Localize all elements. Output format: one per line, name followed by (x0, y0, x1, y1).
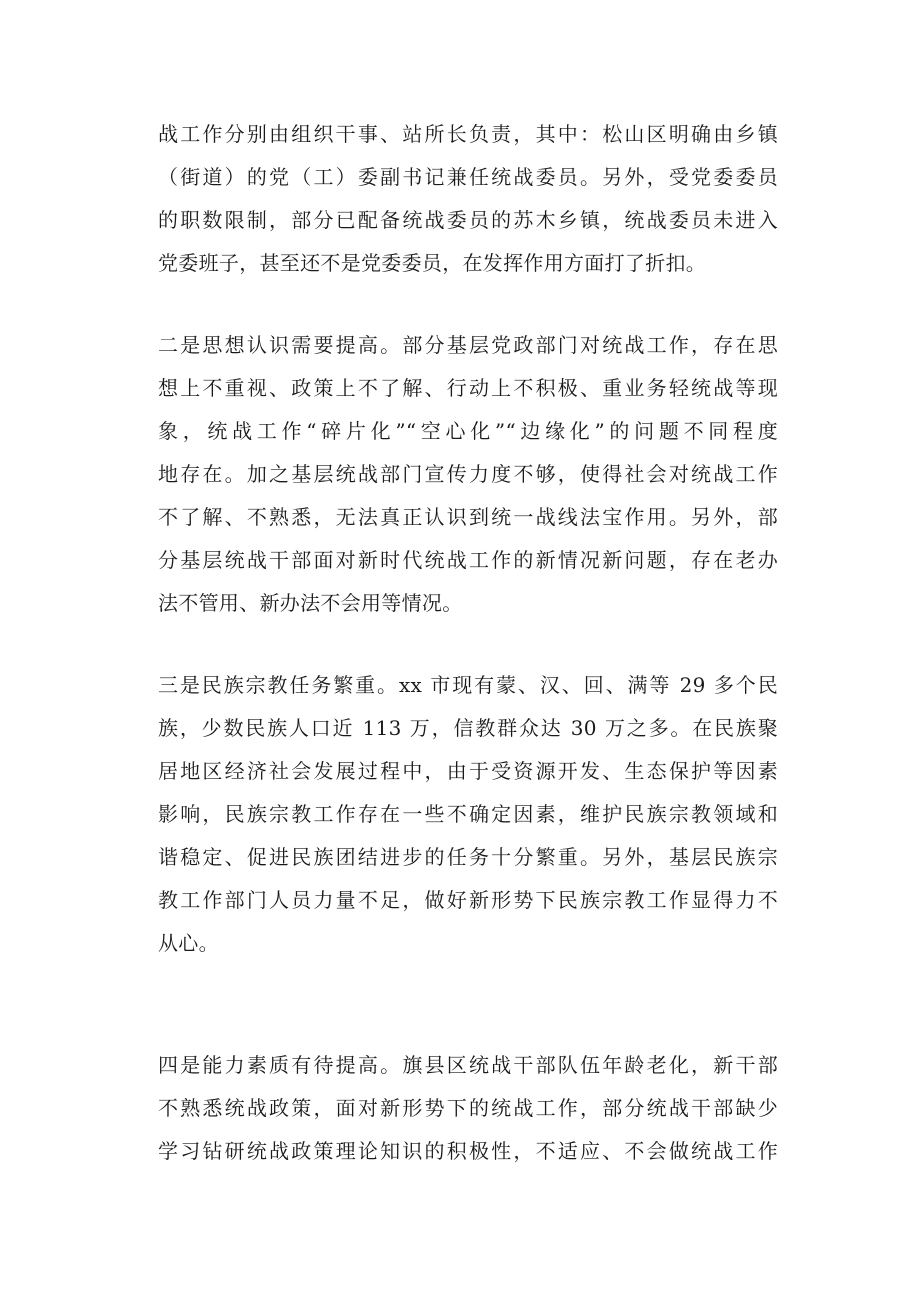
paragraph-organization (158, 113, 778, 285)
text-line: 从心。 (158, 931, 219, 955)
text-line: （街道）的党（工）委副书记兼任统战委员。另外，受党委委员 (158, 165, 778, 189)
text-line: 地存在。加之基层统战部门宣传力度不够，使得社会对统战工作 (158, 462, 778, 486)
text-line: 谐稳定、促进民族团结进步的任务十分繁重。另外，基层民族宗 (158, 845, 778, 869)
text-line: 四是能力素质有待提高。旗县区统战干部队伍年龄老化，新干部 (158, 1053, 778, 1077)
text-line: 党委班子，甚至还不是党委委员，在发挥作用方面打了折扣。 (158, 251, 707, 275)
paragraph-capability (158, 1044, 778, 1173)
text-line: 分基层统战干部面对新时代统战工作的新情况新问题，存在老办 (158, 548, 778, 572)
text-line: 象，统战工作“碎片化”“空心化”“边缘化”的问题不同程度 (158, 419, 778, 443)
text-line: 的职数限制，部分已配备统战委员的苏木乡镇，统战委员未进入 (158, 208, 778, 232)
text-line: 法不管用、新办法不会用等情况。 (158, 591, 463, 615)
text-line: 想上不重视、政策上不了解、行动上不积极、重业务轻统战等现 (158, 376, 778, 400)
text-line: 不熟悉统战政策，面对新形势下的统战工作，部分统战干部缺少 (158, 1096, 778, 1120)
text-line: 族，少数民族人口近 113 万，信教群众达 30 万之多。在民族聚 (158, 716, 778, 740)
text-line: 不了解、不熟悉，无法真正认识到统一战线法宝作用。另外，部 (158, 505, 778, 529)
text-line: 教工作部门人员力量不足，做好新形势下民族宗教工作显得力不 (158, 888, 778, 912)
text-line: 学习钻研统战政策理论知识的积极性，不适应、不会做统战工作 (158, 1139, 778, 1163)
text-line: 三是民族宗教任务繁重。xx 市现有蒙、汉、回、满等 29 多个民 (158, 673, 778, 697)
text-line: 战工作分别由组织干事、站所长负责，其中：松山区明确由乡镇 (158, 122, 778, 146)
paragraph-awareness (158, 324, 778, 625)
text-line: 居地区经济社会发展过程中，由于受资源开发、生态保护等因素 (158, 759, 778, 783)
text-line: 影响，民族宗教工作存在一些不确定因素，维护民族宗教领域和 (158, 802, 778, 826)
paragraph-ethnic-religious (158, 664, 778, 965)
text-line: 二是思想认识需要提高。部分基层党政部门对统战工作，存在思 (158, 333, 778, 357)
